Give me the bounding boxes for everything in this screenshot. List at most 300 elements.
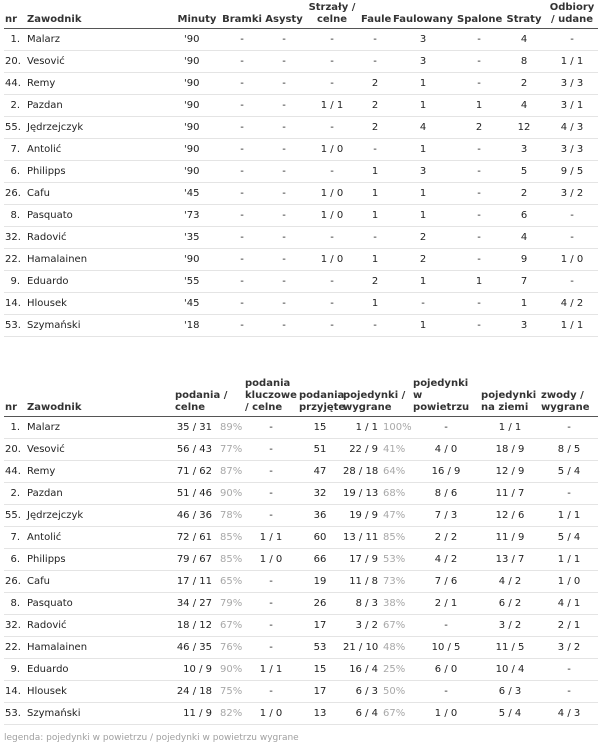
table-row bbox=[4, 681, 598, 703]
player-name: Cafu bbox=[26, 571, 174, 593]
received-cell: 15 bbox=[298, 659, 342, 681]
shots-cell: 1 / 0 bbox=[304, 139, 360, 161]
player-number: 14. bbox=[4, 293, 26, 315]
assists-cell: - bbox=[264, 117, 304, 139]
losses-cell: 2 bbox=[502, 73, 546, 95]
dribbles-cell: 4 / 3 bbox=[540, 703, 598, 725]
passes-cell: 17 / 11 bbox=[174, 571, 216, 593]
table-header-row bbox=[4, 378, 598, 417]
table-row bbox=[4, 417, 598, 439]
player-name: Hamalainen bbox=[26, 637, 174, 659]
table-row bbox=[4, 73, 598, 95]
fouls-cell: 2 bbox=[360, 117, 390, 139]
tackles-cell: 9 / 5 bbox=[546, 161, 598, 183]
tackles-cell: 1 / 1 bbox=[546, 51, 598, 73]
passes-cell: 79 / 67 bbox=[174, 549, 216, 571]
passes-pct-cell: 90% bbox=[216, 483, 244, 505]
fouled-cell: 1 bbox=[390, 205, 456, 227]
player-number: 44. bbox=[4, 73, 26, 95]
dribbles-cell: 3 / 2 bbox=[540, 637, 598, 659]
goals-cell: - bbox=[220, 29, 264, 51]
fouls-cell: 2 bbox=[360, 95, 390, 117]
assists-cell: - bbox=[264, 95, 304, 117]
passes-pct-cell: 77% bbox=[216, 439, 244, 461]
goals-cell: - bbox=[220, 205, 264, 227]
ground-duels-cell: 11 / 9 bbox=[480, 527, 540, 549]
col-goals-header: Bramki bbox=[220, 2, 264, 29]
player-number: 1. bbox=[4, 417, 26, 439]
goals-cell: - bbox=[220, 161, 264, 183]
shots-cell: - bbox=[304, 29, 360, 51]
minutes-cell: '55 bbox=[174, 271, 220, 293]
goals-cell: - bbox=[220, 271, 264, 293]
fouled-cell: 1 bbox=[390, 183, 456, 205]
minutes-cell: '35 bbox=[174, 227, 220, 249]
fouls-cell: - bbox=[360, 315, 390, 337]
player-number: 1. bbox=[4, 29, 26, 51]
fouled-cell: 1 bbox=[390, 271, 456, 293]
losses-cell: 4 bbox=[502, 95, 546, 117]
table-row bbox=[4, 615, 598, 637]
ground-duels-cell: 12 / 9 bbox=[480, 461, 540, 483]
assists-cell: - bbox=[264, 73, 304, 95]
player-number: 20. bbox=[4, 439, 26, 461]
shots-cell: 1 / 0 bbox=[304, 205, 360, 227]
player-name: Antolić bbox=[26, 139, 174, 161]
tackles-cell: - bbox=[546, 29, 598, 51]
player-name: Szymański bbox=[26, 703, 174, 725]
duels-pct-cell: 100% bbox=[380, 417, 412, 439]
player-stats-table bbox=[4, 2, 598, 337]
received-cell: 26 bbox=[298, 593, 342, 615]
duels-pct-cell: 85% bbox=[380, 527, 412, 549]
aerial-duels-cell: 7 / 6 bbox=[412, 571, 480, 593]
fouled-cell: 2 bbox=[390, 249, 456, 271]
goals-cell: - bbox=[220, 51, 264, 73]
player-number: 8. bbox=[4, 205, 26, 227]
passes-cell: 24 / 18 bbox=[174, 681, 216, 703]
player-name: Remy bbox=[26, 461, 174, 483]
player-number: 26. bbox=[4, 571, 26, 593]
passes-pct-cell: 90% bbox=[216, 659, 244, 681]
offsides-cell: - bbox=[456, 139, 502, 161]
key-passes-cell: 1 / 1 bbox=[244, 659, 298, 681]
goals-cell: - bbox=[220, 139, 264, 161]
aerial-duels-cell: 4 / 2 bbox=[412, 549, 480, 571]
player-name: Pazdan bbox=[26, 95, 174, 117]
player-name: Radović bbox=[26, 227, 174, 249]
assists-cell: - bbox=[264, 271, 304, 293]
table-row bbox=[4, 527, 598, 549]
ground-duels-cell: 18 / 9 bbox=[480, 439, 540, 461]
player-name: Pazdan bbox=[26, 483, 174, 505]
key-passes-cell: - bbox=[244, 439, 298, 461]
fouled-cell: 1 bbox=[390, 73, 456, 95]
ground-duels-cell: 13 / 7 bbox=[480, 549, 540, 571]
aerial-duels-cell: 16 / 9 bbox=[412, 461, 480, 483]
col-losses-header: Straty bbox=[502, 2, 546, 29]
duels-cell: 6 / 4 bbox=[342, 703, 380, 725]
aerial-duels-cell: - bbox=[412, 681, 480, 703]
table-row bbox=[4, 161, 598, 183]
duels-cell: 11 / 8 bbox=[342, 571, 380, 593]
losses-cell: 4 bbox=[502, 29, 546, 51]
col-aerial-header: pojedynki w powietrzu bbox=[412, 378, 480, 417]
passes-pct-cell: 79% bbox=[216, 593, 244, 615]
dribbles-cell: 8 / 5 bbox=[540, 439, 598, 461]
fouled-cell: 1 bbox=[390, 139, 456, 161]
passes-pct-cell: 85% bbox=[216, 549, 244, 571]
duels-cell: 21 / 10 bbox=[342, 637, 380, 659]
duels-pct-cell: 41% bbox=[380, 439, 412, 461]
ground-duels-cell: 3 / 2 bbox=[480, 615, 540, 637]
ground-duels-cell: 10 / 4 bbox=[480, 659, 540, 681]
player-number: 6. bbox=[4, 549, 26, 571]
table-row bbox=[4, 29, 598, 51]
aerial-duels-cell: 8 / 6 bbox=[412, 483, 480, 505]
assists-cell: - bbox=[264, 161, 304, 183]
dribbles-cell: - bbox=[540, 417, 598, 439]
player-number: 44. bbox=[4, 461, 26, 483]
passes-cell: 35 / 31 bbox=[174, 417, 216, 439]
fouled-cell: 2 bbox=[390, 227, 456, 249]
player-number: 7. bbox=[4, 139, 26, 161]
duels-pct-cell: 67% bbox=[380, 703, 412, 725]
fouled-cell: 3 bbox=[390, 29, 456, 51]
received-cell: 53 bbox=[298, 637, 342, 659]
table-row bbox=[4, 227, 598, 249]
minutes-cell: '90 bbox=[174, 51, 220, 73]
fouls-cell: 1 bbox=[360, 161, 390, 183]
received-cell: 19 bbox=[298, 571, 342, 593]
table-row bbox=[4, 205, 598, 227]
losses-cell: 9 bbox=[502, 249, 546, 271]
shots-cell: - bbox=[304, 227, 360, 249]
fouls-cell: - bbox=[360, 227, 390, 249]
offsides-cell: - bbox=[456, 315, 502, 337]
ground-duels-cell: 4 / 2 bbox=[480, 571, 540, 593]
offsides-cell: 1 bbox=[456, 271, 502, 293]
received-cell: 60 bbox=[298, 527, 342, 549]
player-number: 53. bbox=[4, 315, 26, 337]
fouls-cell: 2 bbox=[360, 271, 390, 293]
tackles-cell: 3 / 3 bbox=[546, 139, 598, 161]
col-minutes-header: Minuty bbox=[174, 2, 220, 29]
aerial-duels-cell: 6 / 0 bbox=[412, 659, 480, 681]
table-header-row bbox=[4, 2, 598, 29]
duels-pct-cell: 25% bbox=[380, 659, 412, 681]
player-name: Philipps bbox=[26, 161, 174, 183]
losses-cell: 8 bbox=[502, 51, 546, 73]
col-dribbles-header: zwody / wygrane bbox=[540, 378, 598, 417]
assists-cell: - bbox=[264, 51, 304, 73]
player-number: 2. bbox=[4, 95, 26, 117]
player-number: 32. bbox=[4, 227, 26, 249]
ground-duels-cell: 5 / 4 bbox=[480, 703, 540, 725]
player-name: Jędrzejczyk bbox=[26, 505, 174, 527]
player-name: Eduardo bbox=[26, 659, 174, 681]
minutes-cell: '73 bbox=[174, 205, 220, 227]
shots-cell: 1 / 0 bbox=[304, 183, 360, 205]
tackles-cell: 3 / 2 bbox=[546, 183, 598, 205]
col-fouled-header: Faulowany bbox=[390, 2, 456, 29]
table-row bbox=[4, 293, 598, 315]
fouls-cell: - bbox=[360, 139, 390, 161]
minutes-cell: '90 bbox=[174, 161, 220, 183]
passes-pct-cell: 67% bbox=[216, 615, 244, 637]
losses-cell: 3 bbox=[502, 139, 546, 161]
key-passes-cell: - bbox=[244, 461, 298, 483]
aerial-duels-cell: 2 / 1 bbox=[412, 593, 480, 615]
table-row bbox=[4, 505, 598, 527]
dribbles-cell: 5 / 4 bbox=[540, 461, 598, 483]
duels-cell: 3 / 2 bbox=[342, 615, 380, 637]
assists-cell: - bbox=[264, 227, 304, 249]
received-cell: 13 bbox=[298, 703, 342, 725]
table-row bbox=[4, 659, 598, 681]
duels-cell: 16 / 4 bbox=[342, 659, 380, 681]
player-name: Malarz bbox=[26, 417, 174, 439]
legend-note: legenda: pojedynki w powietrzu / pojedynki w powietrzu wygrane bbox=[4, 733, 299, 743]
offsides-cell: 1 bbox=[456, 95, 502, 117]
received-cell: 51 bbox=[298, 439, 342, 461]
shots-cell: 1 / 0 bbox=[304, 249, 360, 271]
minutes-cell: '18 bbox=[174, 315, 220, 337]
offsides-cell: - bbox=[456, 249, 502, 271]
losses-cell: 3 bbox=[502, 315, 546, 337]
goals-cell: - bbox=[220, 249, 264, 271]
fouled-cell: - bbox=[390, 293, 456, 315]
player-name: Szymański bbox=[26, 315, 174, 337]
aerial-duels-cell: - bbox=[412, 615, 480, 637]
assists-cell: - bbox=[264, 183, 304, 205]
key-passes-cell: - bbox=[244, 637, 298, 659]
goals-cell: - bbox=[220, 117, 264, 139]
shots-cell: - bbox=[304, 315, 360, 337]
duels-cell: 17 / 9 bbox=[342, 549, 380, 571]
offsides-cell: - bbox=[456, 73, 502, 95]
passes-cell: 56 / 43 bbox=[174, 439, 216, 461]
passes-pct-cell: 82% bbox=[216, 703, 244, 725]
offsides-cell: - bbox=[456, 51, 502, 73]
fouled-cell: 3 bbox=[390, 51, 456, 73]
player-number: 9. bbox=[4, 659, 26, 681]
passes-pct-cell: 89% bbox=[216, 417, 244, 439]
ground-duels-cell: 1 / 1 bbox=[480, 417, 540, 439]
minutes-cell: '90 bbox=[174, 29, 220, 51]
passes-cell: 34 / 27 bbox=[174, 593, 216, 615]
offsides-cell: - bbox=[456, 29, 502, 51]
table-row bbox=[4, 117, 598, 139]
player-number: 55. bbox=[4, 505, 26, 527]
player-name: Pasquato bbox=[26, 593, 174, 615]
player-number: 22. bbox=[4, 637, 26, 659]
losses-cell: 5 bbox=[502, 161, 546, 183]
table-row bbox=[4, 315, 598, 337]
goals-cell: - bbox=[220, 183, 264, 205]
player-name: Radović bbox=[26, 615, 174, 637]
duels-pct-cell: 53% bbox=[380, 549, 412, 571]
shots-cell: - bbox=[304, 117, 360, 139]
col-nr-header: nr bbox=[4, 2, 26, 29]
player-name: Eduardo bbox=[26, 271, 174, 293]
received-cell: 36 bbox=[298, 505, 342, 527]
assists-cell: - bbox=[264, 249, 304, 271]
dribbles-cell: 1 / 1 bbox=[540, 549, 598, 571]
ground-duels-cell: 11 / 7 bbox=[480, 483, 540, 505]
assists-cell: - bbox=[264, 139, 304, 161]
player-number: 2. bbox=[4, 483, 26, 505]
col-duels-header: pojedynki / wygrane bbox=[342, 378, 412, 417]
aerial-duels-cell: 7 / 3 bbox=[412, 505, 480, 527]
player-number: 55. bbox=[4, 117, 26, 139]
duels-cell: 28 / 18 bbox=[342, 461, 380, 483]
passes-pct-cell: 85% bbox=[216, 527, 244, 549]
col-assists-header: Asysty bbox=[264, 2, 304, 29]
table-row bbox=[4, 637, 598, 659]
tackles-cell: 1 / 1 bbox=[546, 315, 598, 337]
shots-cell: - bbox=[304, 51, 360, 73]
passes-cell: 11 / 9 bbox=[174, 703, 216, 725]
passes-pct-cell: 75% bbox=[216, 681, 244, 703]
col-passes-header: podania / celne bbox=[174, 378, 244, 417]
player-number: 7. bbox=[4, 527, 26, 549]
received-cell: 47 bbox=[298, 461, 342, 483]
table-row bbox=[4, 571, 598, 593]
col-offsides-header: Spalone bbox=[456, 2, 502, 29]
key-passes-cell: - bbox=[244, 571, 298, 593]
player-name: Hamalainen bbox=[26, 249, 174, 271]
passes-cell: 46 / 35 bbox=[174, 637, 216, 659]
key-passes-cell: - bbox=[244, 615, 298, 637]
duels-cell: 22 / 9 bbox=[342, 439, 380, 461]
key-passes-cell: - bbox=[244, 593, 298, 615]
dribbles-cell: - bbox=[540, 483, 598, 505]
duels-pct-cell: 67% bbox=[380, 615, 412, 637]
key-passes-cell: - bbox=[244, 505, 298, 527]
dribbles-cell: - bbox=[540, 681, 598, 703]
col-shots-header: Strzały / celne bbox=[304, 2, 360, 29]
table-row bbox=[4, 439, 598, 461]
tackles-cell: 4 / 3 bbox=[546, 117, 598, 139]
goals-cell: - bbox=[220, 95, 264, 117]
passes-pct-cell: 87% bbox=[216, 461, 244, 483]
table-row bbox=[4, 95, 598, 117]
key-passes-cell: 1 / 1 bbox=[244, 527, 298, 549]
player-name: Malarz bbox=[26, 29, 174, 51]
player-name: Jędrzejczyk bbox=[26, 117, 174, 139]
assists-cell: - bbox=[264, 293, 304, 315]
col-tackles-header: Odbiory / udane bbox=[546, 2, 598, 29]
assists-cell: - bbox=[264, 315, 304, 337]
dribbles-cell: 5 / 4 bbox=[540, 527, 598, 549]
duels-cell: 19 / 9 bbox=[342, 505, 380, 527]
fouled-cell: 3 bbox=[390, 161, 456, 183]
aerial-duels-cell: 2 / 2 bbox=[412, 527, 480, 549]
table-row bbox=[4, 483, 598, 505]
goals-cell: - bbox=[220, 73, 264, 95]
minutes-cell: '45 bbox=[174, 183, 220, 205]
passes-pct-cell: 76% bbox=[216, 637, 244, 659]
duels-pct-cell: 64% bbox=[380, 461, 412, 483]
received-cell: 66 bbox=[298, 549, 342, 571]
ground-duels-cell: 11 / 5 bbox=[480, 637, 540, 659]
minutes-cell: '90 bbox=[174, 73, 220, 95]
player-number: 26. bbox=[4, 183, 26, 205]
received-cell: 17 bbox=[298, 615, 342, 637]
player-name: Remy bbox=[26, 73, 174, 95]
key-passes-cell: - bbox=[244, 417, 298, 439]
goals-cell: - bbox=[220, 315, 264, 337]
col-nr-header: nr bbox=[4, 378, 26, 417]
dribbles-cell: 4 / 1 bbox=[540, 593, 598, 615]
duels-cell: 13 / 11 bbox=[342, 527, 380, 549]
player-number: 14. bbox=[4, 681, 26, 703]
aerial-duels-cell: 10 / 5 bbox=[412, 637, 480, 659]
passing-duels-table bbox=[4, 378, 598, 725]
tackles-cell: - bbox=[546, 205, 598, 227]
player-number: 20. bbox=[4, 51, 26, 73]
fouls-cell: - bbox=[360, 29, 390, 51]
goals-cell: - bbox=[220, 293, 264, 315]
offsides-cell: 2 bbox=[456, 117, 502, 139]
tackles-cell: - bbox=[546, 227, 598, 249]
losses-cell: 12 bbox=[502, 117, 546, 139]
player-number: 32. bbox=[4, 615, 26, 637]
duels-pct-cell: 38% bbox=[380, 593, 412, 615]
losses-cell: 7 bbox=[502, 271, 546, 293]
losses-cell: 6 bbox=[502, 205, 546, 227]
minutes-cell: '90 bbox=[174, 139, 220, 161]
received-cell: 32 bbox=[298, 483, 342, 505]
passes-pct-cell: 65% bbox=[216, 571, 244, 593]
tackles-cell: 1 / 0 bbox=[546, 249, 598, 271]
tackles-cell: 4 / 2 bbox=[546, 293, 598, 315]
received-cell: 17 bbox=[298, 681, 342, 703]
fouls-cell: 2 bbox=[360, 73, 390, 95]
fouls-cell: 1 bbox=[360, 205, 390, 227]
table-row bbox=[4, 549, 598, 571]
duels-cell: 19 / 13 bbox=[342, 483, 380, 505]
minutes-cell: '90 bbox=[174, 249, 220, 271]
minutes-cell: '45 bbox=[174, 293, 220, 315]
player-number: 22. bbox=[4, 249, 26, 271]
player-number: 6. bbox=[4, 161, 26, 183]
key-passes-cell: - bbox=[244, 483, 298, 505]
duels-pct-cell: 73% bbox=[380, 571, 412, 593]
table-row bbox=[4, 51, 598, 73]
losses-cell: 2 bbox=[502, 183, 546, 205]
player-number: 8. bbox=[4, 593, 26, 615]
offsides-cell: - bbox=[456, 161, 502, 183]
player-name: Antolić bbox=[26, 527, 174, 549]
shots-cell: - bbox=[304, 271, 360, 293]
passes-cell: 46 / 36 bbox=[174, 505, 216, 527]
fouls-cell: 1 bbox=[360, 249, 390, 271]
col-received-header: podania przyjęte bbox=[298, 378, 342, 417]
aerial-duels-cell: 1 / 0 bbox=[412, 703, 480, 725]
passes-cell: 10 / 9 bbox=[174, 659, 216, 681]
passes-cell: 72 / 61 bbox=[174, 527, 216, 549]
player-name: Hlousek bbox=[26, 681, 174, 703]
player-name: Vesović bbox=[26, 51, 174, 73]
table-row bbox=[4, 703, 598, 725]
player-name: Hlousek bbox=[26, 293, 174, 315]
shots-cell: - bbox=[304, 293, 360, 315]
table-row bbox=[4, 249, 598, 271]
tackles-cell: 3 / 3 bbox=[546, 73, 598, 95]
assists-cell: - bbox=[264, 205, 304, 227]
